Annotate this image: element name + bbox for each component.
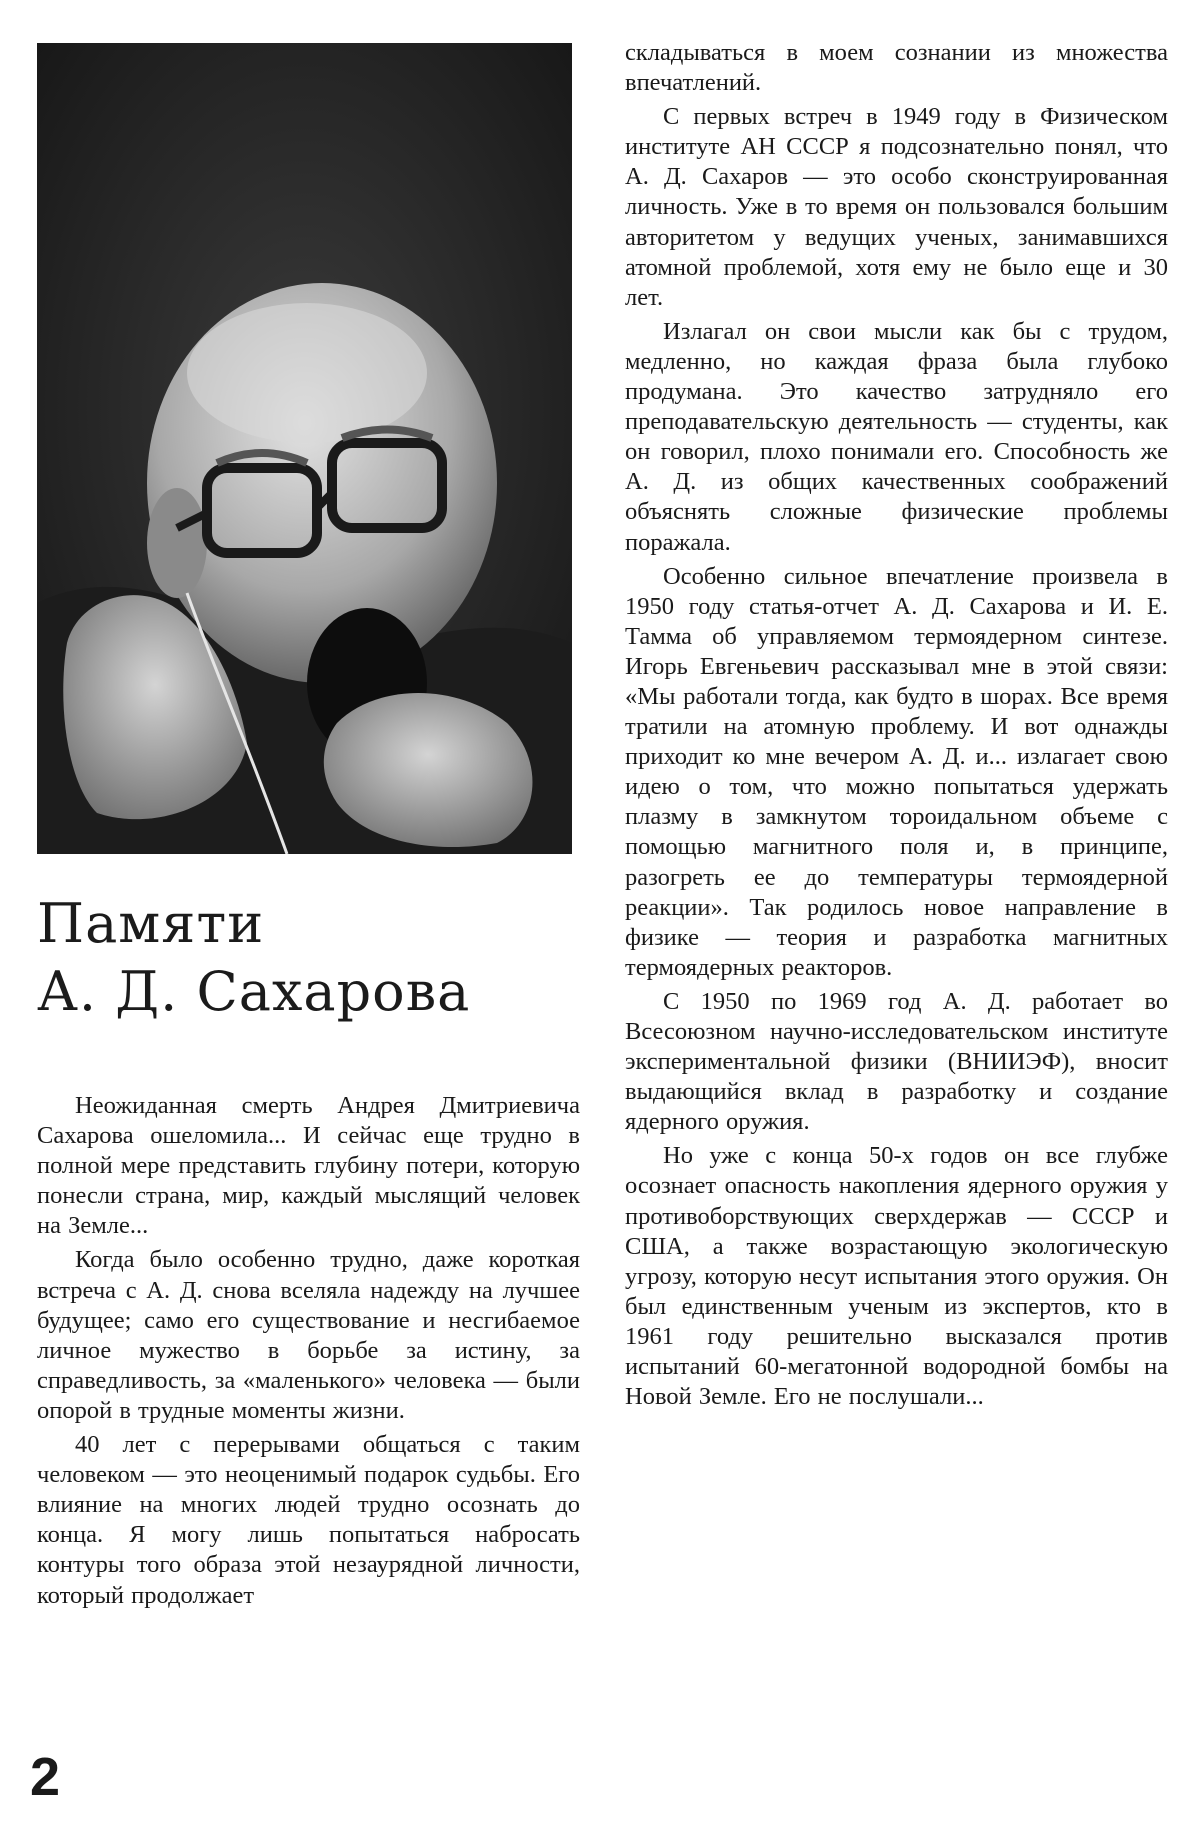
paragraph: Особенно сильное впечатление произвела в 1950 году статья-отчет А. Д. Сахарова и И. Е. Тамма об управляемом термоядерном синтезе. Игорь Евгеньевич рассказывал мне в этой связи: «Мы работали тогда, как будто в шорах. Все время тратили на атомную проблему. И вот однажды приходит ко мне вечером А. Д. и... излагает свою идею о том, что можно попытаться удержать плазму в замкнутом тороидальном объеме с помощью магнитного поля и, в принципе, разогреть ее до температуры термоядерной реакции». Так родилось новое направление в физике — теория и разработка магнитных термоядерных реакторов. — [625, 562, 1168, 981]
portrait-photo — [37, 43, 572, 854]
paragraph: Когда было особенно трудно, даже короткая встреча с А. Д. снова вселяла надежду на лучшее будущее; само его существование и несгибаемое личное мужество в борьбе за истину, за справедливость, за «маленького» человека — были опорой в трудные моменты жизни. — [37, 1246, 580, 1424]
paragraph: 40 лет с перерывами общаться с таким человеком — это неоценимый подарок судьбы. Его влияние на многих людей трудно осознать до конца. Я могу лишь попытаться набросать контуры того образа этой незаурядной личности, который продолжает — [37, 1431, 580, 1609]
paragraph: Но уже с конца 50-х годов он все глубже осознает опасность накопления ядерного оружия у противоборствующих сверхдержав — СССР и США, а также возрастающую экологическую угрозу, которую несут испытания этого оружия. Он был единственным ученым из экспертов, кто в 1961 году решительно высказался против испытаний 60-мегатонной водородной бомбы на Новой Земле. Его не послушали... — [625, 1142, 1168, 1411]
article-title — [37, 890, 577, 1026]
page-number: 2 — [30, 1747, 61, 1807]
article-title-line-2: А. Д. Сахарова — [37, 960, 471, 1023]
left-column — [37, 1091, 580, 1611]
paragraph: С 1950 по 1969 год А. Д. работает во Всесоюзном научно-исследовательском институте экспериментальной физики (ВНИИЭФ), вносит выдающийся вклад в разработку и создание ядерного оружия. — [625, 987, 1168, 1136]
portrait-illustration — [37, 43, 572, 854]
right-column — [625, 38, 1168, 1412]
paragraph-continuation: складываться в моем сознании из множества впечатлений. — [625, 39, 1168, 97]
paragraph: С первых встреч в 1949 году в Физическом институте АН СССР я подсознательно понял, что А. Д. Сахаров — это особо сконструированная личность. Уже в то время он пользовался большим авторитетом у ведущих ученых, занимавшихся атомной проблемой, хотя ему не было еще и 30 лет. — [625, 103, 1168, 311]
paragraph: Излагал он свои мысли как бы с трудом, медленно, но каждая фраза была глубоко продумана. Это качество затрудняло его преподавательскую деятельность — студенты, как он говорил, плохо понимали его. Способность же А. Д. из общих качественных соображений объяснять сложные физические проблемы поражала. — [625, 317, 1168, 556]
article-title-line-1: Памяти — [37, 892, 265, 955]
paragraph: Неожиданная смерть Андрея Дмитриевича Сахарова ошеломила... И сейчас еще трудно в полной мере представить глубину потери, которую понесли страна, мир, каждый мыслящий человек на Земле... — [37, 1092, 580, 1240]
